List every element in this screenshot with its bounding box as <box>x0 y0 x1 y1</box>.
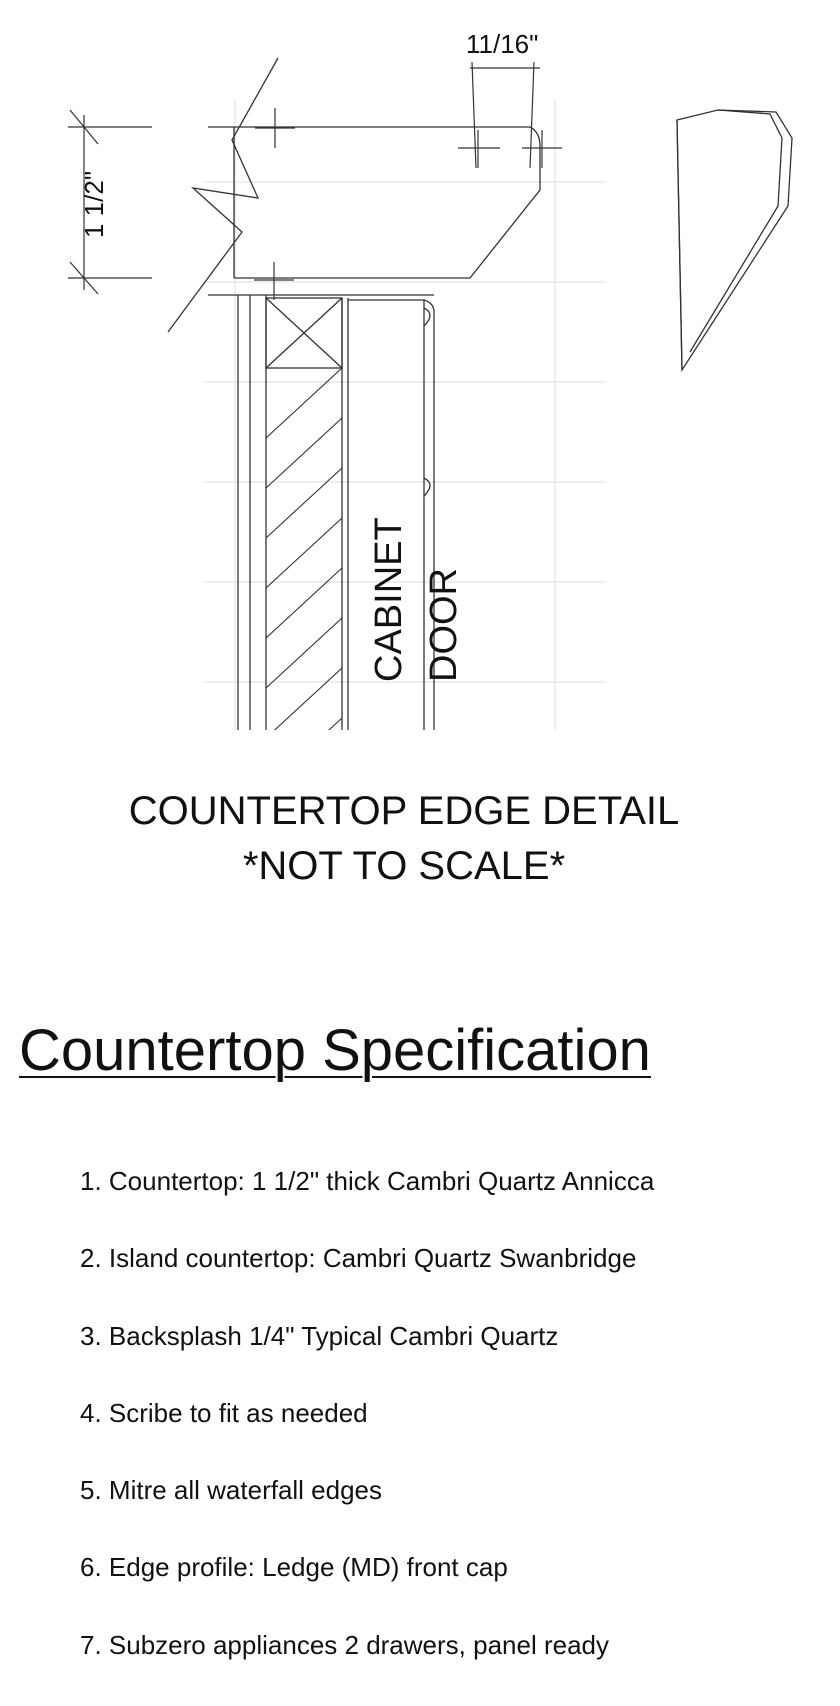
cabinet-hatch <box>266 368 342 740</box>
spec-item: 7. Subzero appliances 2 drawers, panel ready <box>80 1629 609 1660</box>
detail-title: COUNTERTOP EDGE DETAIL <box>128 789 680 833</box>
cabinet-label: CABINET <box>368 517 410 682</box>
break-line <box>168 58 278 332</box>
alignment-marks <box>254 108 562 300</box>
door-label: DOOR <box>423 568 465 682</box>
spec-item: 2. Island countertop: Cambri Quartz Swanbridge <box>80 1243 637 1274</box>
top-dimension-label: 11/16" <box>466 29 539 59</box>
not-to-scale-note: *NOT TO SCALE* <box>242 844 566 888</box>
spec-item: 4. Scribe to fit as needed <box>80 1397 368 1428</box>
countertop-edge-detail-drawing <box>0 0 840 740</box>
edge-profile-sketch <box>677 110 792 370</box>
top-dimension-lines <box>470 62 540 168</box>
side-dimension-label: 1 1/2" <box>79 170 109 238</box>
spec-item: 1. Countertop: 1 1/2" thick Cambri Quartz Annicca <box>80 1166 655 1196</box>
spec-item: 5. Mitre all waterfall edges <box>80 1475 383 1506</box>
spec-heading: Countertop Specification <box>19 1018 651 1083</box>
spec-item: 3. Backsplash 1/4" Typical Cambri Quartz <box>80 1320 559 1351</box>
spec-list <box>80 1165 654 1706</box>
spec-item: 6. Edge profile: Ledge (MD) front cap <box>80 1552 508 1583</box>
countertop-profile <box>208 127 540 278</box>
